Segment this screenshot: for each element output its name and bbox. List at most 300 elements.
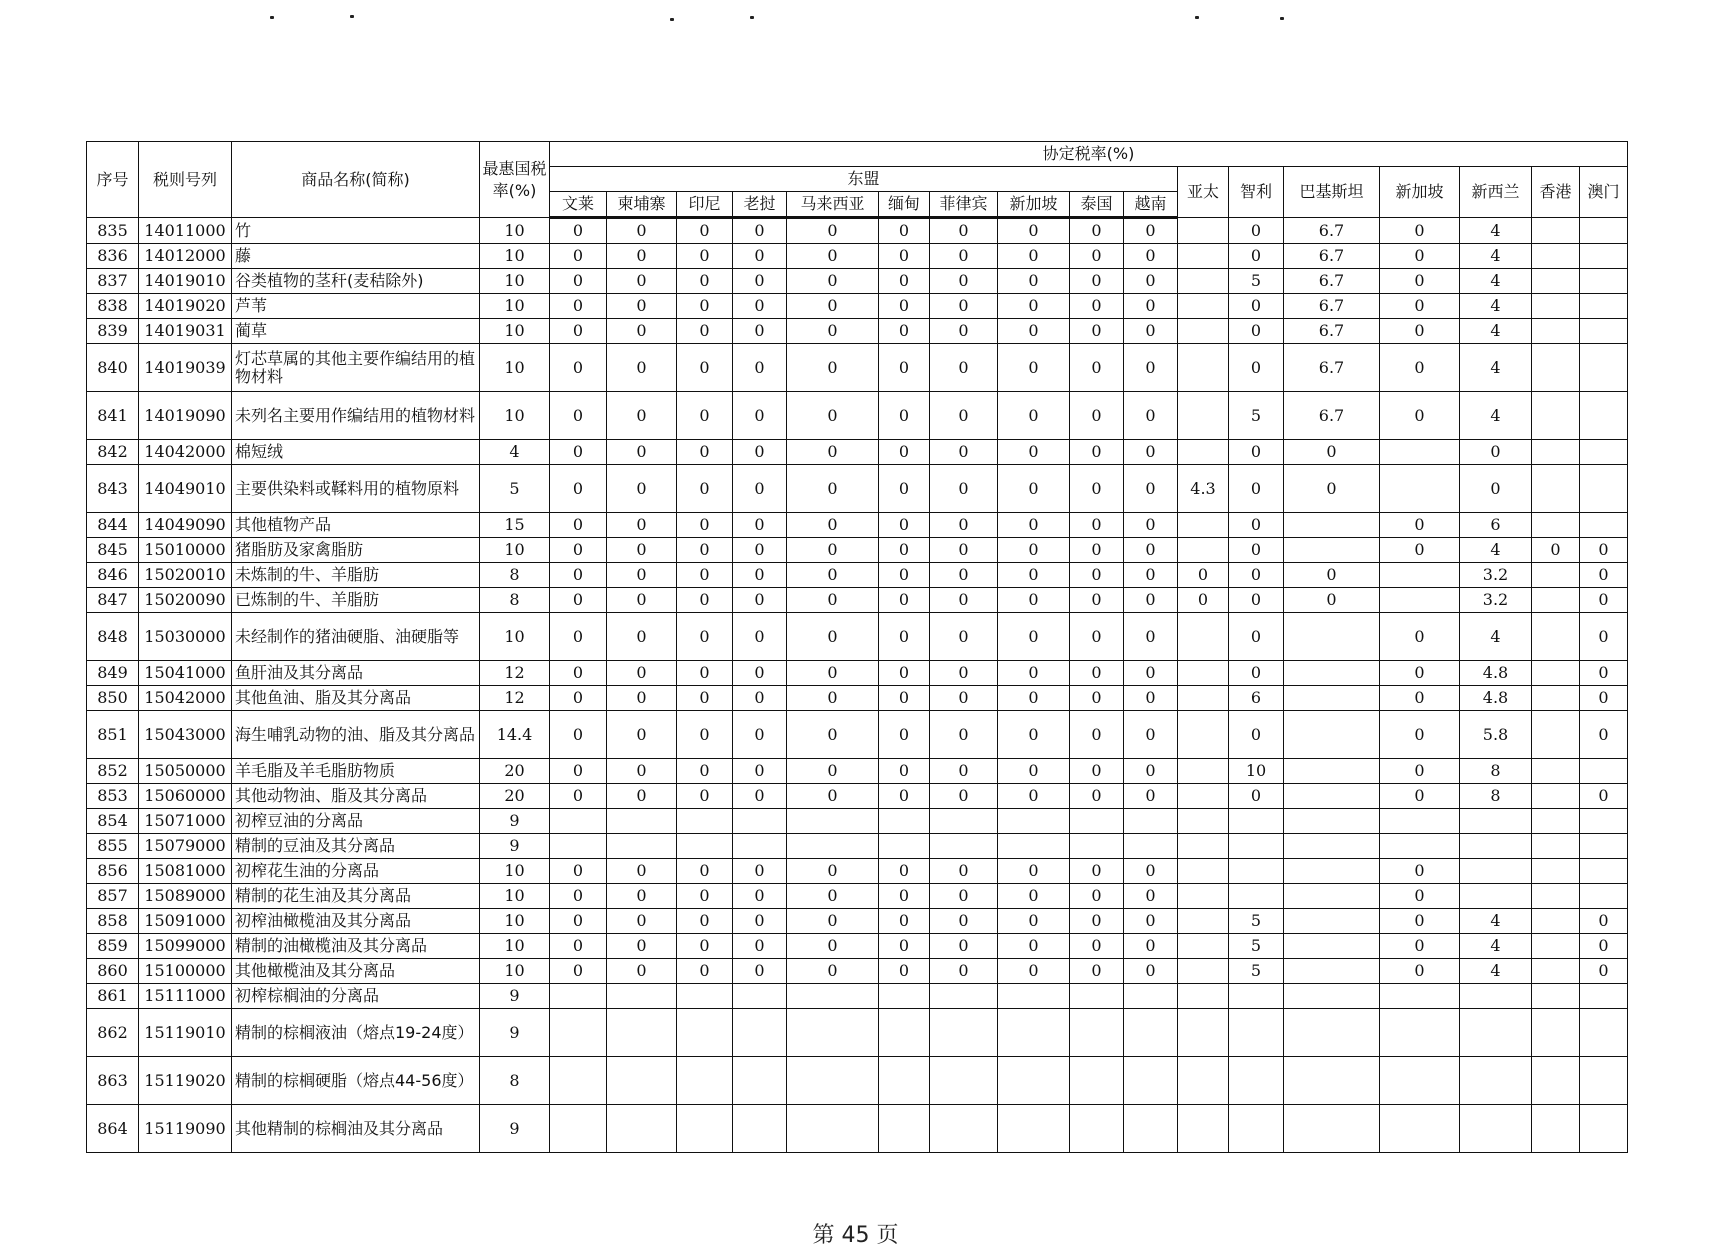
row-other-rate: 0 [1580,934,1628,959]
row-asean-rate: 0 [550,588,607,613]
row-other-rate: 0 [1284,465,1380,513]
row-asean-rate: 0 [787,294,879,319]
table-row [87,538,1628,563]
row-other-rate [1178,809,1229,834]
table-row [87,1057,1628,1105]
row-asean-rate: 0 [1124,859,1178,884]
row-asean-rate: 0 [879,344,930,392]
row-seq: 849 [87,661,139,686]
row-asean-rate: 0 [1124,218,1178,244]
row-asean-rate: 0 [733,218,787,244]
row-other-rate: 0 [1380,319,1460,344]
row-asean-rate: 0 [1070,661,1124,686]
row-other-rate [1580,859,1628,884]
table-row [87,513,1628,538]
row-asean-rate: 0 [787,909,879,934]
row-other-rate: 0 [1580,563,1628,588]
row-name: 竹 [232,218,480,244]
row-other-rate [1178,440,1229,465]
row-asean-rate [677,1009,733,1057]
row-other-rate [1178,218,1229,244]
row-code: 15099000 [139,934,232,959]
row-other-rate [1178,538,1229,563]
row-name: 其他鱼油、脂及其分离品 [232,686,480,711]
row-asean-rate: 0 [677,959,733,984]
row-other-rate [1178,613,1229,661]
row-asean-rate [1124,984,1178,1009]
row-other-rate [1580,294,1628,319]
row-asean-rate: 0 [607,440,677,465]
row-code: 15079000 [139,834,232,859]
row-asean-rate [787,1057,879,1105]
table-row [87,588,1628,613]
row-asean-rate: 0 [930,465,998,513]
row-seq: 861 [87,984,139,1009]
row-asean-rate: 0 [733,538,787,563]
row-code: 14011000 [139,218,232,244]
row-other-rate: 6 [1229,686,1284,711]
row-asean-rate: 0 [1070,613,1124,661]
row-mfn: 10 [480,884,550,909]
row-other-rate [1580,1009,1628,1057]
row-other-rate: 0 [1284,588,1380,613]
row-asean-rate: 0 [879,218,930,244]
table-row [87,613,1628,661]
row-name: 精制的油橄榄油及其分离品 [232,934,480,959]
row-seq: 842 [87,440,139,465]
row-other-rate: 0 [1380,294,1460,319]
row-seq: 841 [87,392,139,440]
row-asean-rate: 0 [879,319,930,344]
row-mfn: 10 [480,344,550,392]
row-asean-rate: 0 [607,244,677,269]
row-asean-rate: 0 [998,244,1070,269]
row-asean-rate: 0 [998,959,1070,984]
row-other-rate [1532,218,1580,244]
row-asean-rate: 0 [1070,759,1124,784]
row-asean-rate: 0 [787,959,879,984]
row-other-rate: 0 [1229,465,1284,513]
row-other-rate: 0 [1284,440,1380,465]
row-asean-rate [787,984,879,1009]
row-asean-rate: 0 [677,686,733,711]
row-other-rate: 0 [1229,244,1284,269]
row-asean-rate: 0 [550,959,607,984]
row-asean-rate [787,1105,879,1153]
row-mfn: 10 [480,859,550,884]
row-asean-rate: 0 [787,588,879,613]
row-other-rate [1284,934,1380,959]
row-name: 羊毛脂及羊毛脂肪物质 [232,759,480,784]
row-asean-rate: 0 [998,465,1070,513]
row-asean-rate: 0 [1124,538,1178,563]
row-other-rate: 0 [1380,392,1460,440]
row-other-rate: 0 [1229,513,1284,538]
row-other-rate [1460,984,1532,1009]
row-asean-rate: 0 [677,244,733,269]
header-code: 税则号列 [139,142,232,218]
row-asean-rate: 0 [550,294,607,319]
row-asean-rate: 0 [787,661,879,686]
row-name: 猪脂肪及家禽脂肪 [232,538,480,563]
row-other-rate [1532,661,1580,686]
row-other-rate [1178,1105,1229,1153]
row-asean-rate: 0 [998,392,1070,440]
row-seq: 837 [87,269,139,294]
row-other-rate: 0 [1380,218,1460,244]
row-other-rate: 4 [1460,218,1532,244]
row-name: 已炼制的牛、羊脂肪 [232,588,480,613]
row-code: 15030000 [139,613,232,661]
row-asean-rate: 0 [550,563,607,588]
row-asean-rate [879,1105,930,1153]
row-other-rate [1460,859,1532,884]
header-asean-member: 越南 [1124,192,1178,218]
row-asean-rate: 0 [930,588,998,613]
row-other-rate [1284,613,1380,661]
row-other-rate: 3.2 [1460,563,1532,588]
row-name: 初榨花生油的分离品 [232,859,480,884]
row-asean-rate: 0 [998,909,1070,934]
table-row [87,884,1628,909]
row-asean-rate: 0 [733,319,787,344]
header-asean-member: 泰国 [1070,192,1124,218]
table-row [87,269,1628,294]
row-asean-rate [1124,1009,1178,1057]
row-asean-rate [607,834,677,859]
row-code: 14042000 [139,440,232,465]
row-name: 未列名主要用作编结用的植物材料 [232,392,480,440]
row-other-rate: 4 [1460,613,1532,661]
row-asean-rate: 0 [879,909,930,934]
row-other-rate [1532,686,1580,711]
row-asean-rate: 0 [930,244,998,269]
row-other-rate [1284,538,1380,563]
row-name: 海生哺乳动物的油、脂及其分离品 [232,711,480,759]
row-other-rate [1284,1009,1380,1057]
row-asean-rate: 0 [733,784,787,809]
row-asean-rate: 0 [879,934,930,959]
row-name: 谷类植物的茎秆(麦秸除外) [232,269,480,294]
table-row [87,759,1628,784]
row-other-rate [1460,1057,1532,1105]
row-code: 14049090 [139,513,232,538]
row-other-rate [1532,294,1580,319]
header-agreement: 协定税率(%) [550,142,1628,167]
row-other-rate [1178,344,1229,392]
row-asean-rate [677,1105,733,1153]
row-asean-rate: 0 [1070,934,1124,959]
row-asean-rate: 0 [787,269,879,294]
row-asean-rate: 0 [930,859,998,884]
row-asean-rate: 0 [550,319,607,344]
row-asean-rate: 0 [787,513,879,538]
row-asean-rate: 0 [677,538,733,563]
row-asean-rate: 0 [1124,392,1178,440]
row-asean-rate: 0 [879,269,930,294]
row-other-rate [1580,884,1628,909]
row-other-rate [1229,859,1284,884]
row-other-rate [1532,859,1580,884]
header-asean-member: 老挝 [733,192,787,218]
row-asean-rate: 0 [879,440,930,465]
table-row [87,934,1628,959]
table-row [87,809,1628,834]
row-asean-rate: 0 [1070,440,1124,465]
row-other-rate: 0 [1229,784,1284,809]
row-name: 其他植物产品 [232,513,480,538]
row-other-rate: 0 [1229,613,1284,661]
row-asean-rate: 0 [607,686,677,711]
row-other-rate [1460,1105,1532,1153]
row-other-rate [1532,563,1580,588]
row-asean-rate [550,834,607,859]
header-other-4: 新西兰 [1460,167,1532,218]
row-mfn: 4 [480,440,550,465]
table-row [87,834,1628,859]
row-asean-rate: 0 [930,711,998,759]
header-asean-member: 菲律宾 [930,192,998,218]
row-seq: 851 [87,711,139,759]
row-other-rate: 0 [1580,588,1628,613]
scan-speck [270,16,274,19]
row-other-rate: 0 [1380,244,1460,269]
row-asean-rate [1124,834,1178,859]
scan-speck [670,18,674,21]
row-other-rate: 5 [1229,909,1284,934]
row-other-rate [1532,1105,1580,1153]
row-asean-rate: 0 [677,269,733,294]
row-other-rate [1380,440,1460,465]
row-asean-rate: 0 [879,661,930,686]
row-name: 灯芯草属的其他主要作编结用的植物材料 [232,344,480,392]
row-asean-rate: 0 [677,661,733,686]
row-seq: 850 [87,686,139,711]
row-other-rate: 0 [1580,686,1628,711]
row-other-rate: 6.7 [1284,294,1380,319]
row-asean-rate: 0 [733,759,787,784]
row-asean-rate: 0 [930,563,998,588]
table-row [87,294,1628,319]
table-row [87,465,1628,513]
row-asean-rate: 0 [1070,588,1124,613]
row-other-rate [1284,1105,1380,1153]
row-asean-rate: 0 [1070,784,1124,809]
row-other-rate [1178,294,1229,319]
row-other-rate [1284,809,1380,834]
row-other-rate [1532,513,1580,538]
row-asean-rate [930,1057,998,1105]
row-other-rate [1229,984,1284,1009]
row-code: 15091000 [139,909,232,934]
row-asean-rate: 0 [550,244,607,269]
row-other-rate: 4 [1460,538,1532,563]
row-asean-rate: 0 [677,563,733,588]
row-seq: 860 [87,959,139,984]
row-other-rate [1532,834,1580,859]
header-other-6: 澳门 [1580,167,1628,218]
row-seq: 844 [87,513,139,538]
row-other-rate [1178,269,1229,294]
row-mfn: 10 [480,959,550,984]
row-asean-rate: 0 [733,959,787,984]
row-other-rate [1580,344,1628,392]
row-asean-rate: 0 [930,344,998,392]
row-seq: 864 [87,1105,139,1153]
row-mfn: 9 [480,1009,550,1057]
row-other-rate [1380,834,1460,859]
row-asean-rate: 0 [677,934,733,959]
row-other-rate: 4 [1460,319,1532,344]
row-asean-rate: 0 [550,661,607,686]
row-code: 15020010 [139,563,232,588]
header-other-5: 香港 [1532,167,1580,218]
row-asean-rate [677,1057,733,1105]
row-other-rate [1178,319,1229,344]
row-mfn: 10 [480,613,550,661]
row-asean-rate [1070,984,1124,1009]
row-asean-rate: 0 [998,269,1070,294]
header-seq: 序号 [87,142,139,218]
row-name: 其他动物油、脂及其分离品 [232,784,480,809]
row-asean-rate: 0 [607,859,677,884]
row-other-rate [1178,392,1229,440]
row-other-rate [1178,784,1229,809]
row-asean-rate [733,1009,787,1057]
row-other-rate: 0 [1284,563,1380,588]
row-other-rate [1532,784,1580,809]
row-mfn: 12 [480,686,550,711]
row-code: 15050000 [139,759,232,784]
row-other-rate: 0 [1380,711,1460,759]
row-other-rate: 0 [1580,661,1628,686]
row-name: 其他橄榄油及其分离品 [232,959,480,984]
row-asean-rate: 0 [607,319,677,344]
row-asean-rate: 0 [998,711,1070,759]
row-asean-rate: 0 [998,588,1070,613]
row-other-rate [1178,959,1229,984]
row-asean-rate [998,984,1070,1009]
row-asean-rate: 0 [1070,909,1124,934]
row-other-rate: 0 [1460,465,1532,513]
row-code: 14012000 [139,244,232,269]
row-asean-rate: 0 [1124,909,1178,934]
row-other-rate [1532,884,1580,909]
table-body [87,218,1628,1153]
table-row [87,711,1628,759]
row-asean-rate: 0 [930,909,998,934]
row-asean-rate [550,984,607,1009]
row-asean-rate: 0 [677,759,733,784]
header-other-3: 新加坡 [1380,167,1460,218]
row-other-rate [1580,1057,1628,1105]
row-asean-rate: 0 [550,392,607,440]
row-seq: 835 [87,218,139,244]
row-asean-rate: 0 [677,392,733,440]
row-asean-rate [733,984,787,1009]
table-row [87,959,1628,984]
row-asean-rate: 0 [879,563,930,588]
row-mfn: 14.4 [480,711,550,759]
row-asean-rate: 0 [998,513,1070,538]
row-other-rate [1580,392,1628,440]
row-other-rate: 0 [1580,784,1628,809]
row-asean-rate: 0 [733,465,787,513]
row-asean-rate: 0 [998,884,1070,909]
row-other-rate [1532,465,1580,513]
row-seq: 840 [87,344,139,392]
row-other-rate [1380,1009,1460,1057]
row-other-rate [1460,834,1532,859]
row-asean-rate: 0 [607,294,677,319]
row-name: 初榨棕榈油的分离品 [232,984,480,1009]
row-other-rate: 0 [1580,711,1628,759]
row-other-rate [1532,759,1580,784]
row-name: 主要供染料或鞣料用的植物原料 [232,465,480,513]
row-asean-rate: 0 [879,294,930,319]
row-other-rate [1580,834,1628,859]
row-asean-rate: 0 [998,759,1070,784]
row-other-rate [1532,392,1580,440]
row-asean-rate [879,834,930,859]
row-asean-rate [1070,834,1124,859]
row-other-rate: 0 [1380,959,1460,984]
row-other-rate: 0 [1380,613,1460,661]
row-asean-rate: 0 [1124,440,1178,465]
row-other-rate: 0 [1229,344,1284,392]
row-seq: 836 [87,244,139,269]
row-asean-rate: 0 [607,959,677,984]
scan-speck [1195,16,1199,19]
row-asean-rate: 0 [550,440,607,465]
row-asean-rate: 0 [998,661,1070,686]
row-code: 15119090 [139,1105,232,1153]
row-asean-rate: 0 [733,513,787,538]
row-asean-rate: 0 [733,294,787,319]
row-asean-rate: 0 [1124,934,1178,959]
row-asean-rate: 0 [787,934,879,959]
row-other-rate: 5 [1229,392,1284,440]
row-other-rate [1229,1057,1284,1105]
header-asean-member: 缅甸 [879,192,930,218]
row-other-rate [1532,809,1580,834]
row-asean-rate: 0 [879,859,930,884]
row-asean-rate [733,1057,787,1105]
row-asean-rate [550,1105,607,1153]
row-code: 14019020 [139,294,232,319]
row-asean-rate [1070,1009,1124,1057]
row-other-rate [1460,884,1532,909]
row-other-rate: 5.8 [1460,711,1532,759]
row-other-rate: 5 [1229,934,1284,959]
row-asean-rate: 0 [1124,344,1178,392]
row-asean-rate: 0 [1070,959,1124,984]
row-asean-rate: 0 [733,440,787,465]
row-asean-rate [607,1009,677,1057]
row-other-rate [1178,1057,1229,1105]
row-asean-rate: 0 [733,884,787,909]
table-row [87,909,1628,934]
row-seq: 852 [87,759,139,784]
row-other-rate [1284,711,1380,759]
row-asean-rate: 0 [1124,711,1178,759]
row-other-rate: 0 [1229,319,1284,344]
row-asean-rate [879,1057,930,1105]
row-asean-rate: 0 [1070,392,1124,440]
row-other-rate: 0 [1380,784,1460,809]
row-seq: 839 [87,319,139,344]
row-name: 精制的棕榈液油（熔点19-24度） [232,1009,480,1057]
